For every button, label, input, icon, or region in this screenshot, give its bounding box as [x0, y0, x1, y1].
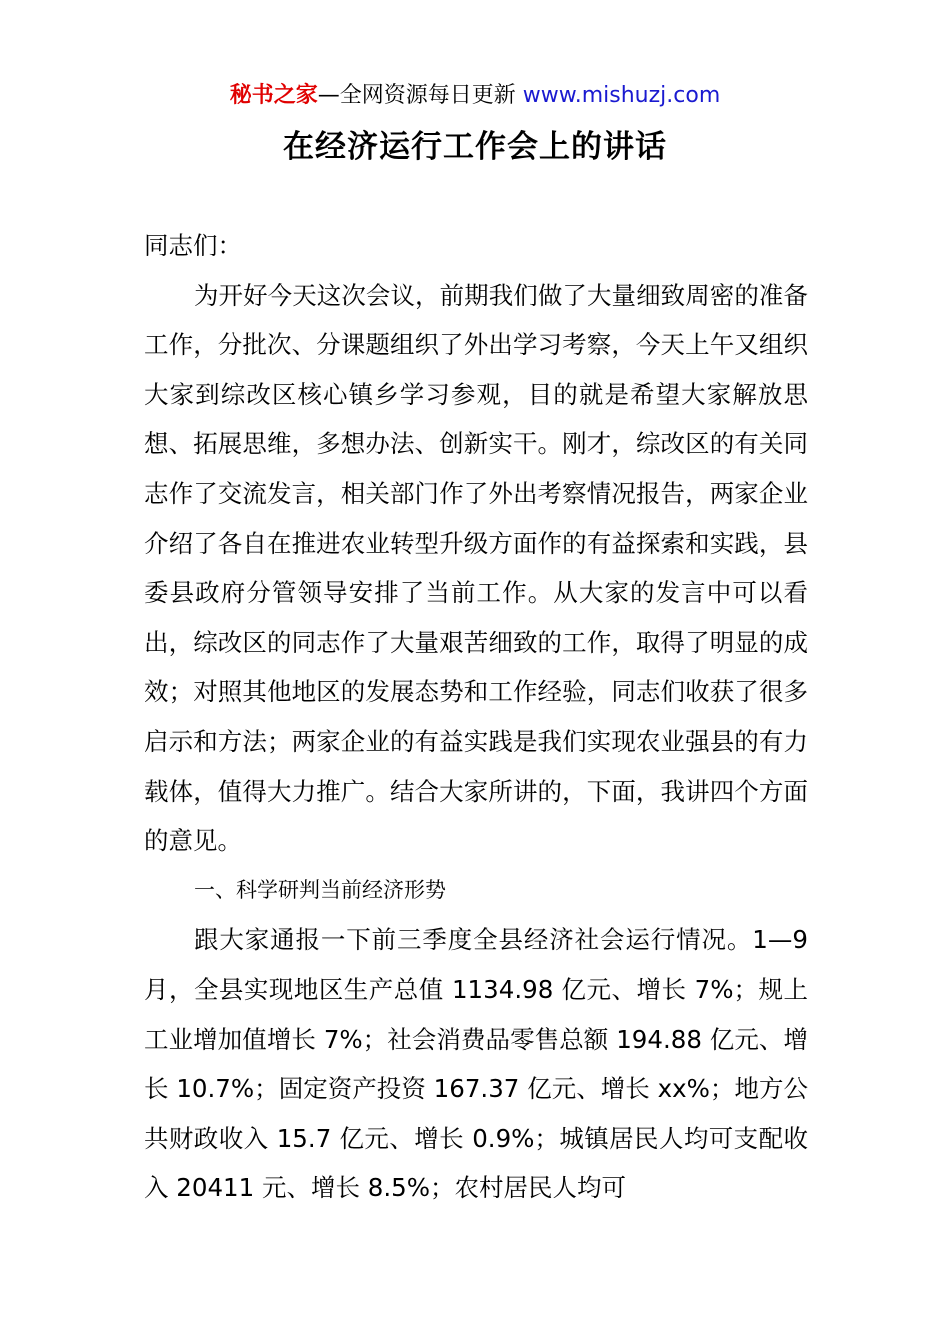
brand-name: 秘书之家 — [229, 83, 318, 108]
salutation: 同志们： — [144, 231, 242, 260]
site-banner — [0, 80, 950, 112]
paragraph: 跟大家通报一下前三季度全县经济社会运行情况。1—9月，全县实现地区生产总值 1134.98 亿元、增长 7%；规上工业增加值增长 7%；社会消费品零售总额 194.88 亿元、增长 10.7%；固定资产投资 167.37 亿元、增长 xx%；地方公共财政收入 15.7 亿元、增长 0.9%；城镇居民人均可支配收入 20411 元、增长 8.5%；农村居民人均可 — [144, 925, 808, 1203]
paragraph: 为开好今天这次会议，前期我们做了大量细致周密的准备工作，分批次、分课题组织了外出学习考察，今天上午又组织大家到综改区核心镇乡学习参观，目的就是希望大家解放思想、拓展思维，多想办法、创新实干。刚才，综改区的有关同志作了交流发言，相关部门作了外出考察情况报告，两家企业介绍了各自在推进农业转型升级方面作的有益探索和实践，县委县政府分管领导安排了当前工作。从大家的发言中可以看出，综改区的同志作了大量艰苦细致的工作，取得了明显的成效；对照其他地区的发展态势和工作经验，同志们收获了很多启示和方法；两家企业的有益实践是我们实现农业强县的有力载体，值得大力推广。结合大家所讲的，下面，我讲四个方面的意见。 — [144, 280, 808, 856]
document-body — [144, 221, 808, 1213]
document-title: 在经济运行工作会上的讲话 — [283, 129, 667, 165]
website-link[interactable]: www.mishuzj.com — [522, 83, 721, 108]
banner-tagline: —全网资源每日更新 — [317, 83, 516, 108]
section-heading: 一、科学研判当前经济形势 — [194, 877, 446, 902]
